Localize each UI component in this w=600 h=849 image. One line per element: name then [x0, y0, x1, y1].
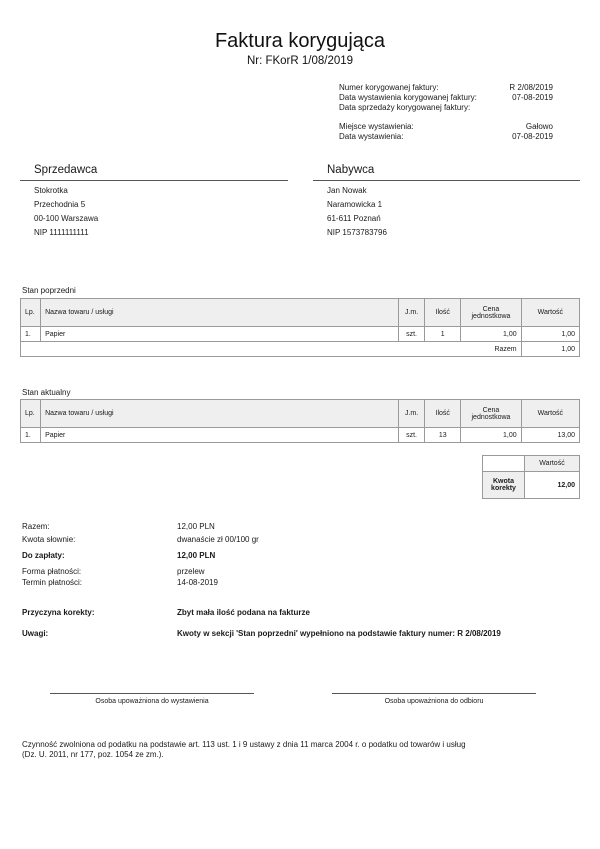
header-value: Wartość: [521, 299, 579, 327]
buyer-heading: Nabywca: [327, 164, 375, 176]
seller-heading: Sprzedawca: [34, 164, 98, 176]
previous-items-table: [20, 298, 580, 357]
buyer-nip: NIP 1573783796: [327, 228, 387, 237]
meta-label: Data sprzedaży korygowanej faktury:: [339, 103, 471, 112]
notes-label: Uwagi:: [22, 629, 49, 638]
seller-divider: [20, 180, 288, 181]
meta-value: 07-08-2019: [512, 132, 553, 141]
cell-name: Papier: [41, 428, 399, 443]
header-name: Nazwa towaru / usługi: [41, 400, 399, 428]
cell-lp: 1.: [21, 327, 41, 342]
table-header-row: [21, 400, 580, 428]
correction-label: Kwota korekty: [483, 472, 525, 499]
due-label: Do zapłaty:: [22, 551, 65, 560]
previous-state-label: Stan poprzedni: [22, 286, 76, 295]
invoice-number: Nr: FKorR 1/08/2019: [246, 55, 354, 67]
total-value: 12,00 PLN: [177, 522, 215, 531]
meta-row: [339, 132, 553, 142]
seller-street: Przechodnia 5: [34, 200, 86, 209]
seller-name: Stokrotka: [34, 186, 68, 195]
current-items-table: [20, 399, 580, 443]
payment-method-value: przelew: [177, 567, 205, 576]
header-qty: Ilość: [425, 400, 461, 428]
seller-nip: NIP 1111111111: [34, 228, 89, 237]
deadline-label: Termin płatności:: [22, 578, 83, 587]
header-qty: Ilość: [425, 299, 461, 327]
meta-label: Data wystawienia:: [339, 132, 404, 141]
seller-details: [34, 184, 98, 240]
buyer-divider: [313, 180, 580, 181]
cell-price: 1,00: [461, 428, 521, 443]
cell-value: 1,00: [521, 327, 579, 342]
header-value: Wartość: [521, 400, 579, 428]
meta-value: Gałowo: [525, 122, 553, 131]
table-total-row: [21, 342, 580, 357]
header-lp: Lp.: [21, 400, 41, 428]
meta-label: Data wystawienia korygowanej faktury:: [339, 93, 477, 102]
current-state-label: Stan aktualny: [22, 388, 71, 397]
tax-exemption-note: [22, 740, 582, 760]
tax-note-line: Czynność zwolniona od podatku na podstawie art. 113 ust. 1 i 9 ustawy z dnia 11 marca 2004 r. o podatku od towarów i usług: [22, 740, 466, 749]
correction-summary-table: [482, 455, 580, 499]
header-price: Cena jednostkowa: [461, 299, 521, 327]
cell-name: Papier: [41, 327, 399, 342]
table-header-row: [21, 299, 580, 327]
table-row: [483, 472, 580, 499]
signature-line-issuer: [50, 693, 254, 694]
buyer-details: [327, 184, 387, 240]
signature-label-issuer: Osoba upoważniona do wystawienia: [95, 698, 209, 705]
signature-line-receiver: [332, 693, 536, 694]
meta-label: Numer korygowanej faktury:: [339, 83, 439, 92]
header-lp: Lp.: [21, 299, 41, 327]
meta-row: [339, 122, 553, 132]
header-name: Nazwa towaru / usługi: [41, 299, 399, 327]
invoice-meta: [339, 83, 553, 142]
buyer-city: 61-611 Poznań: [327, 214, 381, 223]
header-price: Cena jednostkowa: [461, 400, 521, 428]
cell-unit: szt.: [399, 327, 425, 342]
due-value: 12,00 PLN: [177, 551, 216, 560]
cell-value: 13,00: [521, 428, 579, 443]
signature-label-receiver: Osoba upoważniona do odbioru: [384, 698, 484, 705]
buyer-name: Jan Nowak: [327, 186, 367, 195]
total-label: Razem:: [22, 522, 50, 531]
tax-note-line: (Dz. U. 2011, nr 177, poz. 1054 ze zm.).: [22, 750, 164, 759]
payment-method-label: Forma płatności:: [22, 567, 82, 576]
table-header-row: [483, 456, 580, 472]
words-value: dwanaście zł 00/100 gr: [177, 535, 259, 544]
correction-header: Wartość: [525, 456, 580, 472]
seller-city: 00-100 Warszawa: [34, 214, 99, 223]
header-unit: J.m.: [399, 400, 425, 428]
cell-price: 1,00: [461, 327, 521, 342]
buyer-street: Naramowicka 1: [327, 200, 383, 209]
table-row: [21, 428, 580, 443]
notes-value: Kwoty w sekcji 'Stan poprzedni' wypełniono na podstawie faktury numer: R 2/08/2019: [177, 629, 501, 638]
cell-qty: 13: [425, 428, 461, 443]
meta-label: Miejsce wystawienia:: [339, 122, 414, 131]
meta-value: R 2/08/2019: [509, 83, 553, 92]
deadline-value: 14-08-2019: [177, 578, 218, 587]
table-row: [21, 327, 580, 342]
total-value: 1,00: [521, 342, 579, 357]
document-title: Faktura korygująca: [214, 30, 386, 52]
header-unit: J.m.: [399, 299, 425, 327]
meta-row: [339, 93, 553, 103]
cell-unit: szt.: [399, 428, 425, 443]
cell-qty: 1: [425, 327, 461, 342]
cell-lp: 1.: [21, 428, 41, 443]
meta-value: 07-08-2019: [512, 93, 553, 102]
meta-row: [339, 103, 553, 113]
reason-label: Przyczyna korekty:: [22, 608, 95, 617]
reason-value: Zbyt mała ilość podana na fakturze: [177, 608, 310, 617]
correction-value: 12,00: [525, 472, 580, 499]
total-label: Razem: [21, 342, 522, 357]
words-label: Kwota słownie:: [22, 535, 76, 544]
meta-row: [339, 83, 553, 93]
